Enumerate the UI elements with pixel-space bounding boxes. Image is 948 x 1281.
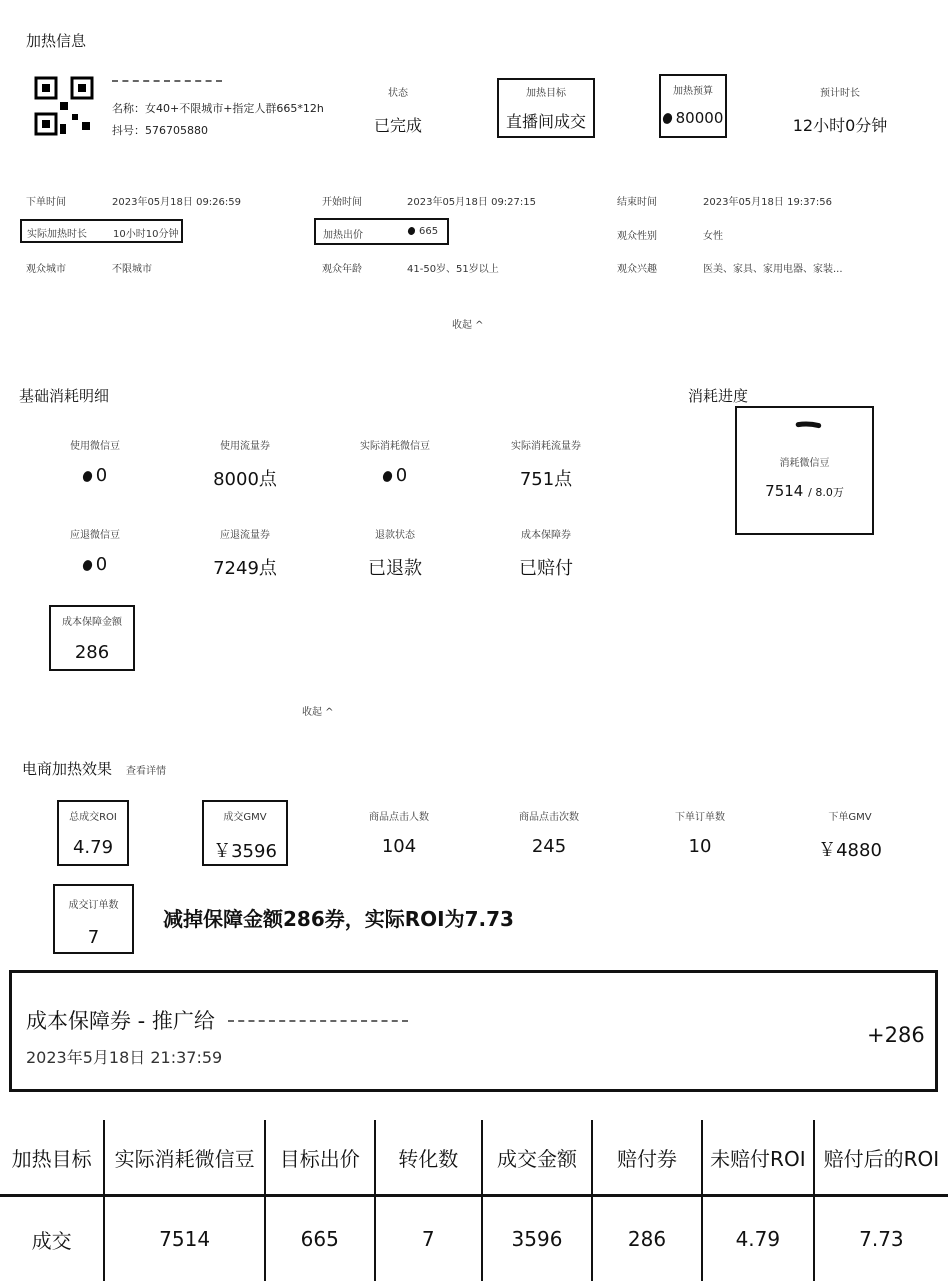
collapse-consumption-button[interactable]: 收起 ^	[302, 703, 334, 718]
progress-total: / 8.0万	[808, 486, 844, 499]
coupon-card	[9, 970, 938, 1092]
progress-label: 消耗微信豆	[737, 454, 872, 469]
budget-box	[659, 74, 727, 138]
refund-status-value: 已退款	[345, 554, 445, 580]
gmv-box	[202, 800, 288, 866]
cell-conversions: 7	[375, 1196, 482, 1281]
heat-info-title: 加热信息	[26, 30, 86, 51]
used-beans-value: 0	[96, 465, 107, 486]
recipient-redacted	[228, 1020, 408, 1024]
collapse-heat-info-button[interactable]: 收起 ^	[452, 316, 484, 331]
header-roi-after: 赔付后的ROI	[814, 1120, 948, 1196]
duration-label: 预计时长	[800, 84, 880, 99]
table-header-row	[0, 1120, 948, 1196]
consumption-title: 基础消耗明细	[19, 385, 109, 406]
guarantee-amount-box	[49, 605, 135, 671]
bid-box	[314, 218, 449, 245]
click-count-label: 商品点击次数	[499, 808, 599, 823]
refund-status-label: 退款状态	[355, 526, 435, 541]
budget-value: 80000	[676, 109, 724, 127]
deal-orders-box	[53, 884, 134, 954]
refund-beans-label: 应退微信豆	[60, 526, 130, 541]
order-count-label: 下单订单数	[650, 808, 750, 823]
actual-beans-label: 实际消耗微信豆	[345, 437, 445, 452]
total-roi-value: 4.79	[59, 837, 127, 858]
wechat-bean-icon	[407, 226, 416, 236]
actual-roi-note: 减掉保障金额286券，实际ROI为7.73	[163, 903, 514, 932]
interest-label: 观众兴趣	[617, 260, 657, 275]
cell-roi-before: 4.79	[702, 1196, 814, 1281]
progress-title: 消耗进度	[688, 385, 748, 406]
header-roi-before: 未赔付ROI	[702, 1120, 814, 1196]
used-coupons-label: 使用流量券	[205, 437, 285, 452]
actual-duration-box	[20, 219, 183, 243]
coupon-date: 2023年5月18日 21:37:59	[26, 1045, 222, 1068]
gmv-value: ￥3596	[204, 837, 286, 863]
view-details-link[interactable]: 查看详情	[126, 762, 166, 777]
click-users-label: 商品点击人数	[349, 808, 449, 823]
city: 不限城市	[112, 260, 152, 275]
refund-coupons-value: 7249点	[195, 554, 295, 580]
summary-table	[0, 1120, 948, 1281]
actual-duration-label: 实际加热时长	[27, 225, 87, 240]
cell-actual-beans: 7514	[104, 1196, 265, 1281]
bid-label: 加热出价	[323, 226, 363, 241]
order-gmv-value: ￥4880	[800, 836, 900, 862]
budget-label: 加热预算	[661, 82, 725, 97]
progress-value: 7514	[765, 482, 803, 500]
status-label: 状态	[368, 84, 428, 99]
gender: 女性	[703, 227, 723, 242]
used-coupons-value: 8000点	[195, 465, 295, 491]
header-conversions: 转化数	[375, 1120, 482, 1196]
cost-guarantee-status: 已赔付	[496, 554, 596, 580]
header-actual-beans: 实际消耗微信豆	[104, 1120, 265, 1196]
wechat-bean-icon	[81, 469, 93, 482]
cell-deal-amount: 3596	[482, 1196, 592, 1281]
guarantee-amount-value: 286	[51, 642, 133, 663]
duration-value: 12小时0分钟	[780, 113, 900, 136]
actual-coupons-value: 751点	[496, 465, 596, 491]
cell-roi-after: 7.73	[814, 1196, 948, 1281]
header-goal: 加热目标	[0, 1120, 104, 1196]
cell-compensation-coupon: 286	[592, 1196, 702, 1281]
age-label: 观众年龄	[322, 260, 362, 275]
end-time: 2023年05月18日 19:37:56	[703, 193, 832, 208]
interest: 医美、家具、家用电器、家装...	[703, 260, 843, 275]
header-compensation-coupon: 赔付券	[592, 1120, 702, 1196]
bid-value: 665	[419, 226, 438, 237]
cost-guarantee-label: 成本保障券	[506, 526, 586, 541]
header-deal-amount: 成交金额	[482, 1120, 592, 1196]
actual-coupons-label: 实际消耗流量券	[496, 437, 596, 452]
account-id: 抖号：576705880	[112, 122, 208, 138]
qr-code-thumbnail	[32, 74, 96, 138]
coupon-title: 成本保障券 - 推广给	[26, 1009, 215, 1033]
heat-goal-box	[497, 78, 595, 138]
gender-label: 观众性别	[617, 227, 657, 242]
cell-target-bid: 665	[265, 1196, 375, 1281]
coupon-amount: +286	[867, 1023, 925, 1047]
deal-orders-label: 成交订单数	[55, 896, 132, 911]
header-target-bid: 目标出价	[265, 1120, 375, 1196]
city-label: 观众城市	[26, 260, 66, 275]
used-beans-label: 使用微信豆	[60, 437, 130, 452]
click-count-value: 245	[499, 836, 599, 857]
wechat-bean-icon	[81, 558, 93, 571]
order-time-label: 下单时间	[26, 193, 66, 208]
actual-duration: 10小时10分钟	[113, 225, 178, 240]
table-row	[0, 1196, 948, 1281]
total-roi-box	[57, 800, 129, 866]
heat-goal-label: 加热目标	[499, 84, 593, 99]
order-time: 2023年05月18日 09:26:59	[112, 193, 241, 208]
order-count-value: 10	[650, 836, 750, 857]
start-time-label: 开始时间	[322, 193, 362, 208]
end-time-label: 结束时间	[617, 193, 657, 208]
cell-goal: 成交	[0, 1196, 104, 1281]
wechat-bean-icon	[381, 469, 393, 482]
gmv-label: 成交GMV	[204, 808, 286, 823]
start-time: 2023年05月18日 09:27:15	[407, 193, 536, 208]
refund-coupons-label: 应退流量券	[205, 526, 285, 541]
heat-goal-value: 直播间成交	[499, 109, 593, 132]
order-gmv-label: 下单GMV	[800, 808, 900, 823]
refund-beans-value: 0	[96, 554, 107, 575]
status-value: 已完成	[348, 113, 448, 136]
wechat-bean-icon	[661, 112, 673, 125]
deal-orders-value: 7	[55, 927, 132, 948]
progress-arc	[761, 414, 851, 454]
effect-title: 电商加热效果	[22, 758, 112, 779]
actual-beans-value: 0	[396, 465, 407, 486]
click-users-value: 104	[349, 836, 449, 857]
total-roi-label: 总成交ROI	[59, 808, 127, 823]
progress-box	[735, 406, 874, 535]
age: 41-50岁、51岁以上	[407, 260, 499, 275]
account-name-redacted	[112, 80, 222, 85]
plan-name: 名称：女40+不限城市+指定人群665*12h	[112, 100, 324, 116]
guarantee-amount-label: 成本保障金额	[51, 613, 133, 628]
